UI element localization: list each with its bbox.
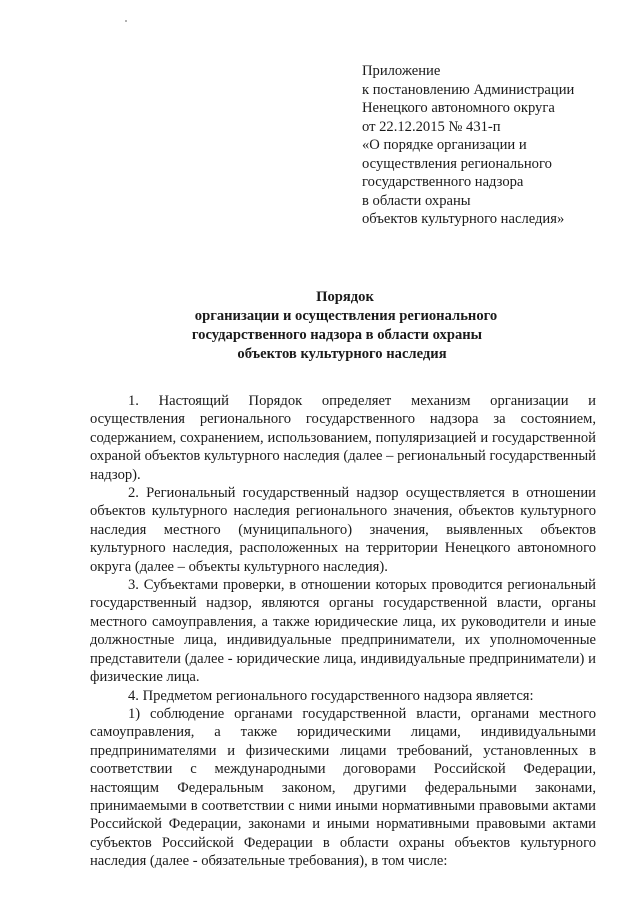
document-body xyxy=(90,392,596,871)
paragraph: 3. Субъектами проверки, в отношении которых проводится региональный государственный надзор, являются органы государственной власти, органы местного самоуправления, а также юридические лица, их руководители и иные должностные лица, индивидуальные предприниматели, их уполномоченные представители (далее - юридические лица, индивидуальные предприниматели) и физические лица. xyxy=(90,577,596,686)
appendix-line: государственного надзора xyxy=(362,174,524,190)
paragraph: 4. Предметом регионального государственного надзора является: xyxy=(128,687,534,704)
title-line: государственного надзора в области охраны xyxy=(191,327,483,343)
appendix-line: от 22.12.2015 № 431-п xyxy=(362,118,501,135)
title-line: объектов культурного наследия xyxy=(237,346,447,362)
document-title xyxy=(0,288,640,364)
appendix-line: в области охраны xyxy=(362,192,471,209)
paragraph: 1. Настоящий Порядок определяет механизм организации и осуществления регионального государственного надзора за состоянием, содержанием, сохранением, использованием, популяризацией и государственной охраной объектов культурного наследия (далее – региональный государственный надзор). xyxy=(90,393,596,483)
appendix-header xyxy=(362,62,622,229)
appendix-line: к постановлению Администрации xyxy=(362,81,575,98)
appendix-line: осуществления регионального xyxy=(362,155,552,172)
appendix-line: объектов культурного наследия» xyxy=(362,211,565,227)
paragraph: 2. Региональный государственный надзор осуществляется в отношении объектов культурного наследия регионального значения, объектов культурного наследия местного (муниципального) значения, выявленных объектов культурного наследия, расположенных на территории Ненецкого автономного округа (далее – объекты культурного наследия). xyxy=(90,485,596,575)
appendix-line: «О порядке организации и xyxy=(362,137,527,153)
title-line: организации и осуществления регионального xyxy=(194,308,498,324)
scan-speck xyxy=(125,20,127,22)
appendix-line: Приложение xyxy=(362,63,441,79)
paragraph: 1) соблюдение органами государственной власти, органами местного самоуправления, а также юридическими лицами, индивидуальными предпринимателями и физическими лицами требований, установленных в соответствии с международными договорами Российской Федерации, настоящим Федеральным законом, другими федеральными законами, принимаемыми в соответствии с ними иными нормативными правовыми актами Российской Федерации, законами и иными нормативными правовыми актами субъектов Российской Федерации в области охраны объектов культурного наследия (далее - обязательные требования), в том числе: xyxy=(90,705,596,870)
appendix-line: Ненецкого автономного округа xyxy=(362,100,555,116)
title-line: Порядок xyxy=(316,289,374,305)
